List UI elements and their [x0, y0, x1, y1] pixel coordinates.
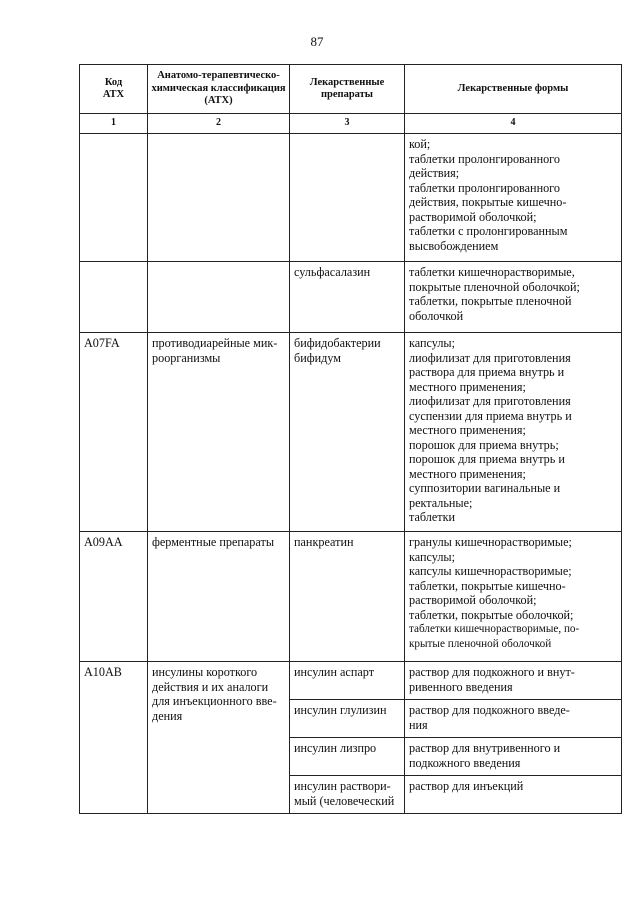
text-line: раствора для приема внутрь и — [409, 365, 565, 379]
column-number: 1 — [80, 114, 148, 134]
text-line: раствор для подкожного введе- — [409, 703, 570, 717]
table-row — [80, 532, 622, 662]
text-line: местного применения; — [409, 423, 526, 437]
forms-cell — [405, 333, 622, 532]
column-number: 4 — [405, 114, 622, 134]
table-row — [80, 134, 622, 262]
text-line: ривенного введения — [409, 679, 513, 694]
text-line: сульфасалазин — [294, 265, 371, 279]
header-drugs — [290, 65, 405, 114]
forms-cell — [405, 262, 622, 333]
classification-cell — [148, 262, 290, 333]
text-line: гранулы кишечнорастворимые; — [409, 535, 572, 549]
text-line: покрытые пленочной оболочкой; — [409, 279, 580, 294]
text-line: капсулы; — [409, 336, 455, 350]
text-line: растворимой оболочкой; — [409, 209, 537, 224]
text-line: крытые пленочной оболочкой — [409, 637, 552, 650]
code-cell: A10AB — [80, 662, 148, 814]
drug-cell — [290, 700, 405, 738]
text-line: таблетки пролонгированного — [409, 180, 560, 195]
code-cell — [80, 262, 148, 333]
text-line: местного применения; — [409, 466, 526, 481]
forms-cell — [405, 700, 622, 738]
text-line: ректальные; — [409, 495, 473, 510]
text-line: роорганизмы — [152, 350, 221, 365]
text-line: порошок для приема внутрь; — [409, 437, 559, 452]
text-line: капсулы кишечнорастворимые; — [409, 564, 572, 578]
code-cell — [80, 134, 148, 262]
header-code — [80, 65, 148, 114]
text-line: дения — [152, 708, 183, 723]
drug-cell — [290, 262, 405, 333]
text-line: суппозитории вагинальные и — [409, 481, 561, 495]
text-line: Анатомо-терапевтическо- — [157, 70, 280, 82]
forms-lines-small — [409, 622, 617, 651]
text-line: лиофилизат для приготовления — [409, 394, 571, 408]
text-line: Код — [104, 76, 123, 88]
drug-cell — [290, 532, 405, 662]
column-number: 2 — [148, 114, 290, 134]
text-line: Лекарственные — [309, 76, 385, 88]
header-forms — [405, 65, 622, 114]
text-line: противодиарейные мик- — [152, 336, 278, 350]
table-row — [80, 333, 622, 532]
text-line: суспензии для приема внутрь и — [409, 408, 572, 423]
text-line: для инъекционного вве- — [152, 694, 277, 708]
text-line: таблетки пролонгированного — [409, 151, 560, 166]
classification-cell — [148, 134, 290, 262]
text-line: мый (человеческий — [294, 793, 395, 808]
text-line: инсулин аспарт — [294, 665, 375, 679]
text-line: таблетки кишечнорастворимые, — [409, 265, 575, 279]
text-line: инсулин глулизин — [294, 703, 387, 717]
text-line: таблетки — [409, 510, 456, 524]
text-line: оболочкой — [409, 308, 464, 323]
text-line: бифидум — [294, 350, 341, 365]
forms-cell — [405, 532, 622, 662]
text-line: (АТХ) — [204, 95, 233, 107]
text-line: раствор для инъекций — [409, 779, 524, 793]
code-cell: A09AA — [80, 532, 148, 662]
classification-cell — [148, 532, 290, 662]
forms-cell — [405, 134, 622, 262]
header-row — [80, 65, 622, 114]
forms-cell — [405, 662, 622, 700]
column-number-row — [80, 114, 622, 134]
drug-cell — [290, 134, 405, 262]
text-line: действия, покрытые кишечно- — [409, 195, 567, 209]
text-line: химическая классификация — [151, 82, 286, 94]
text-line: таблетки с пролонгированным — [409, 224, 568, 238]
page-number: 87 — [310, 34, 324, 49]
atx-drug-table — [79, 64, 622, 814]
table-row — [80, 262, 622, 333]
column-number: 3 — [290, 114, 405, 134]
drug-cell — [290, 333, 405, 532]
text-line: порошок для приема внутрь и — [409, 452, 565, 466]
forms-cell — [405, 738, 622, 776]
text-line: бифидобактерии — [294, 336, 381, 350]
classification-cell — [148, 333, 290, 532]
text-line: инсулин раствори- — [294, 779, 391, 793]
drug-cell — [290, 738, 405, 776]
text-line: ферментные препараты — [152, 535, 275, 549]
classification-cell — [148, 662, 290, 814]
text-line: панкреатин — [294, 535, 354, 549]
header-classification — [148, 65, 290, 114]
code-cell: A07FA — [80, 333, 148, 532]
text-line: действия; — [409, 166, 460, 180]
text-line: таблетки, покрытые оболочкой; — [409, 607, 574, 622]
drug-cell — [290, 776, 405, 814]
text-line: капсулы; — [409, 549, 455, 564]
text-line: лиофилизат для приготовления — [409, 350, 571, 365]
text-line: ния — [409, 717, 428, 732]
text-line: раствор для подкожного и внут- — [409, 665, 575, 679]
table-row — [80, 662, 622, 700]
text-line: Лекарственные формы — [457, 82, 569, 94]
text-line: местного применения; — [409, 379, 526, 394]
text-line: препараты — [320, 89, 374, 100]
text-line: инсулин лизпро — [294, 741, 377, 755]
drug-cell — [290, 662, 405, 700]
text-line: инсулины короткого — [152, 665, 258, 679]
text-line: раствор для внутривенного и — [409, 741, 561, 755]
forms-lines — [409, 535, 617, 622]
text-line: растворимой оболочкой; — [409, 593, 537, 607]
text-line: высвобождением — [409, 238, 499, 253]
text-line: АТХ — [102, 89, 125, 100]
text-line: подкожного введения — [409, 755, 521, 770]
text-line: действия и их аналоги — [152, 679, 269, 694]
forms-cell — [405, 776, 622, 814]
text-line: таблетки кишечнорастворимые, по- — [409, 623, 580, 635]
text-line: таблетки, покрытые пленочной — [409, 294, 572, 308]
text-line: таблетки, покрытые кишечно- — [409, 578, 566, 593]
text-line: кой; — [409, 137, 431, 151]
